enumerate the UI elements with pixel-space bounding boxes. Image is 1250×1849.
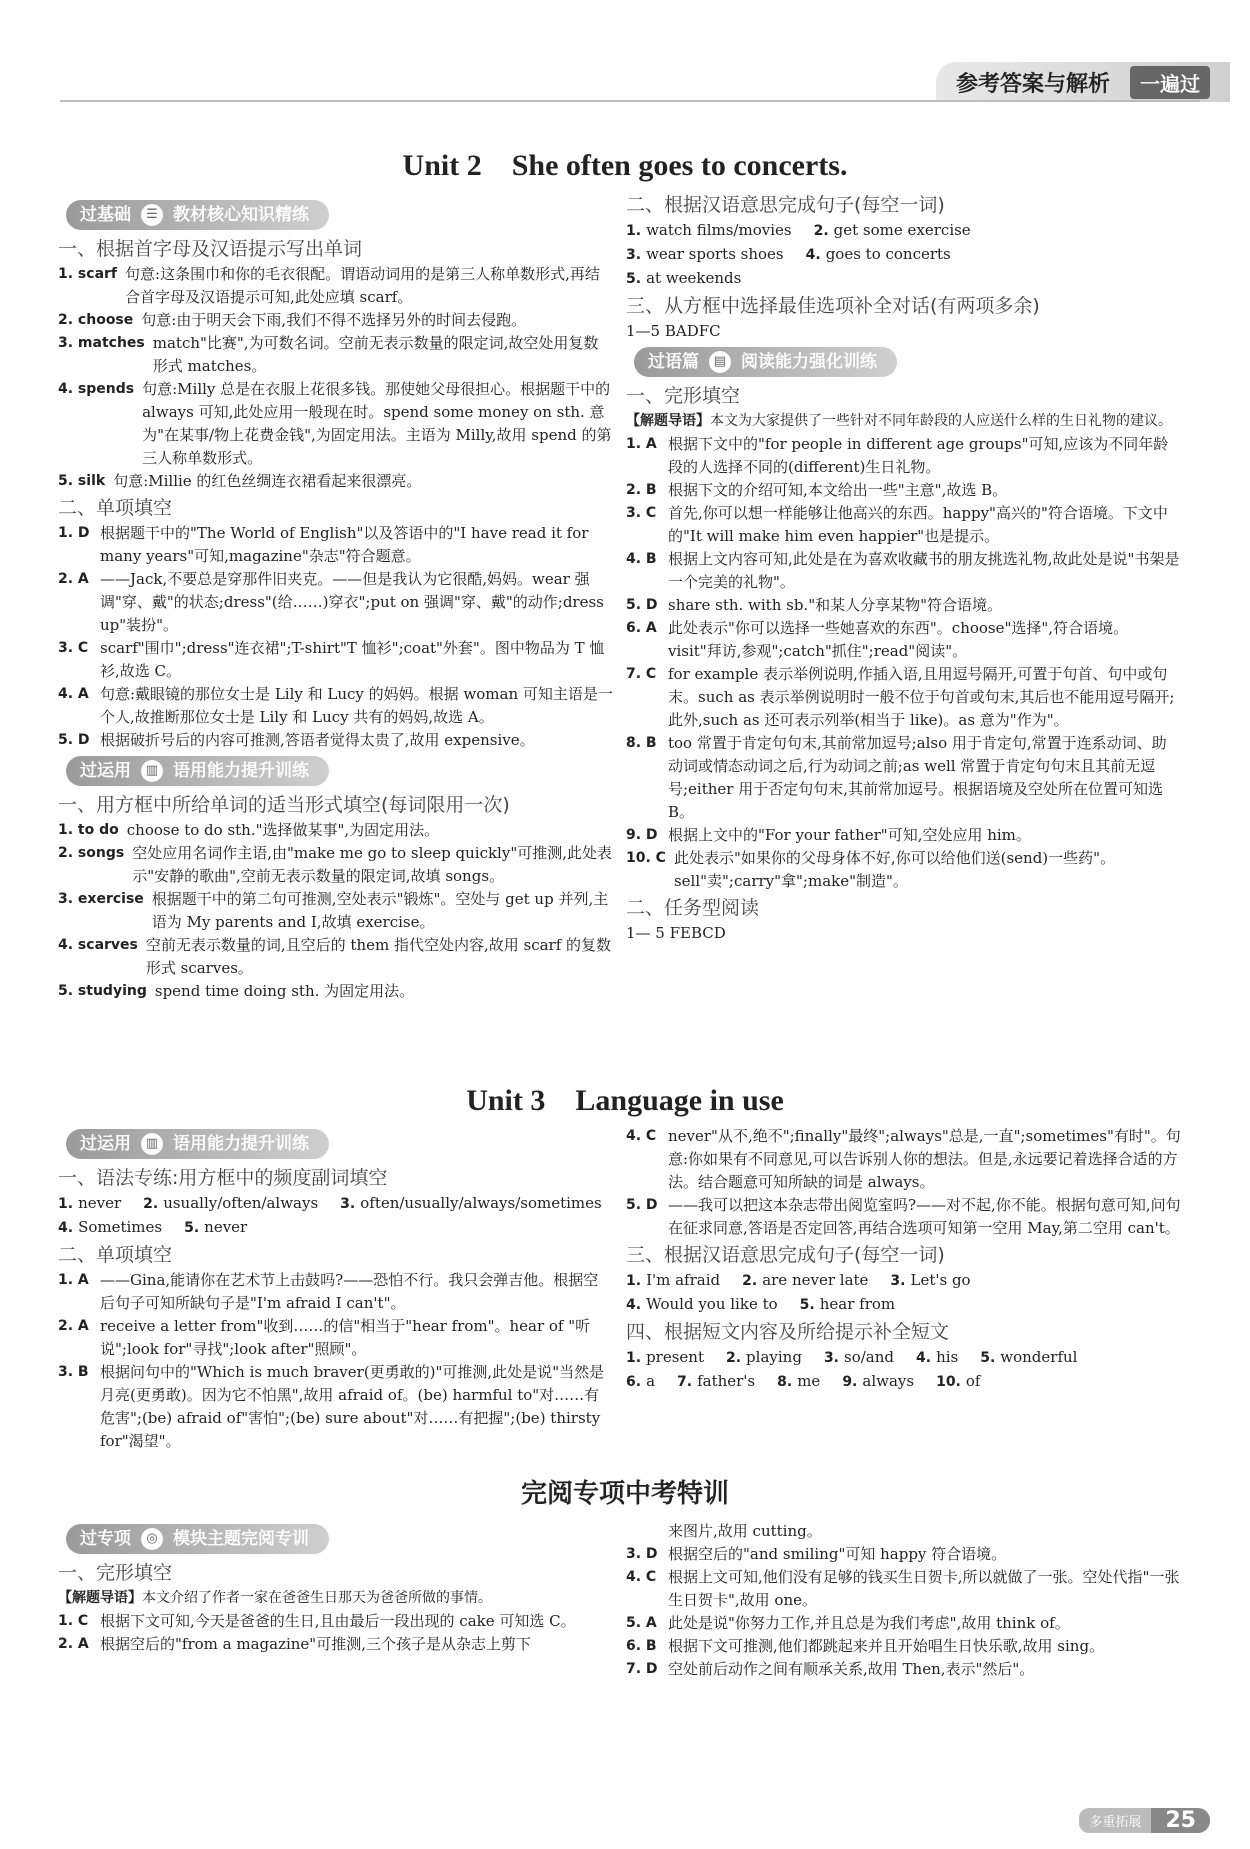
answer-number: 4.: [626, 1297, 642, 1313]
answer-number: 4. scarves: [58, 937, 138, 953]
answer-row: [58, 1216, 613, 1240]
section-title: 三、根据汉语意思完成句子(每空一词): [626, 1244, 945, 1266]
answer-number: 10. C: [626, 850, 666, 866]
answer-number: 9. D: [626, 827, 658, 843]
answer-text: never: [78, 1194, 122, 1212]
answer-number: 10.: [936, 1374, 961, 1390]
answer-list: [58, 1610, 613, 1656]
answer-number: 4.: [58, 1220, 74, 1236]
guide-text: 本文为大家提供了一些针对不同年龄段的人应送什么样的生日礼物的建议。: [710, 413, 1172, 429]
answer-grid: [626, 219, 1181, 291]
band-label: 过专项: [80, 1528, 131, 1549]
answer-number: 8. B: [626, 735, 657, 751]
answer-item: [626, 732, 1181, 824]
answer-item: [58, 1269, 613, 1315]
band-label: 过运用: [80, 760, 131, 781]
answer-number: 7. D: [626, 1661, 658, 1677]
answer-item: [58, 1633, 613, 1656]
band-label: 过基础: [80, 204, 131, 225]
answer-text: watch films/movies: [646, 221, 792, 239]
answer-list: [58, 1269, 613, 1453]
answer-text: playing: [746, 1348, 802, 1366]
header-rule: [60, 100, 1200, 102]
answer-number: 2. A: [58, 571, 89, 587]
answer-number: 6. B: [626, 1638, 657, 1654]
answer-text: 此处表示"如果你的父母身体不好,你可以给他们送(send)一些药"。sell"卖";carry"拿";make"制造"。: [673, 849, 1116, 890]
answer-text: for example 表示举例说明,作插入语,且用逗号隔开,可置于句首、句中或句末。such as 表示举例说明时一般不位于句首或句末,其后也不能用逗号隔开;此外,such as 还可表示列举(相当于 like)。as 意为"作为"。: [668, 665, 1175, 729]
answer-item: [58, 683, 613, 729]
answer-item: [58, 980, 613, 1003]
band-desc: 语用能力提升训练: [173, 760, 309, 781]
answer-number: 4. C: [626, 1569, 657, 1585]
answer-item: [58, 568, 613, 637]
answer-number: 5. D: [58, 732, 90, 748]
answer-number: 2.: [742, 1273, 758, 1289]
special-left-column: [58, 1520, 613, 1656]
answer-number: 5. D: [626, 1197, 658, 1213]
clipboard-icon: ☰: [141, 204, 163, 226]
answer-number: 1.: [626, 223, 642, 239]
answer-text: 根据问句中的"Which is much braver(更勇敢的)"可推测,此处是说"当然是月亮(更勇敢)。因为它不怕黑",故用 afraid of。(be) harmful to"对……有危害";(be) afraid of"害怕";(be) sure about"对……有把握";(be) thirsty for"渴望"。: [100, 1363, 605, 1450]
answer-number: 2.: [143, 1196, 159, 1212]
answer-number: 3.: [823, 1350, 839, 1366]
answer-number: 4. spends: [58, 381, 135, 397]
answer-text: 句意:Millie 的红色丝绸连衣裙看起来很漂亮。: [113, 472, 422, 490]
answer-number: 3.: [890, 1273, 906, 1289]
answer-text: often/usually/always/sometimes: [360, 1194, 602, 1212]
answer-item: [58, 1610, 613, 1633]
answer-text: 此处是说"你努力工作,并且总是为我们考虑",故用 think of。: [668, 1614, 1070, 1632]
answer-number: 3.: [626, 247, 642, 263]
answer-item: [626, 479, 1181, 502]
unit3-right-column: [626, 1125, 1181, 1394]
unit2-right-column: [626, 190, 1181, 945]
answer-number: 5. silk: [58, 473, 106, 489]
section-title: 二、任务型阅读: [626, 897, 760, 919]
answer-text: scarf"围巾";dress"连衣裙";T-shirt"T 恤衫";coat"外套"。图中物品为 T 恤衫,故选 C。: [100, 639, 605, 680]
answer-text: 句意:戴眼镜的那位女士是 Lily 和 Lucy 的妈妈。根据 woman 可知主语是一个人,故推断那位女士是 Lily 和 Lucy 共有的妈妈,故选 A。: [100, 685, 613, 726]
answer-item: [626, 1658, 1181, 1681]
special-right-column: [626, 1520, 1181, 1681]
guide-note: [58, 1587, 613, 1610]
answer-text: too 常置于肯定句句末,其前常加逗号;also 用于肯定句,常置于连系动词、助动词或情态动词之后,行为动词之前;as well 常置于肯定句句末且其前无逗号;either 用于否定句句末,其前常加逗号。根据语境及空处所在位置可知选 B。: [668, 734, 1167, 821]
answer-number: 3. exercise: [58, 891, 144, 907]
band-basic: [66, 200, 329, 230]
answer-number: 4.: [805, 247, 821, 263]
answer-item: [58, 888, 613, 934]
answer-number: 7.: [677, 1374, 693, 1390]
answer-item: [58, 522, 613, 568]
answer-text: so/and: [844, 1348, 894, 1366]
answer-number: 6. A: [626, 620, 657, 636]
answer-item: [58, 263, 613, 309]
answer-grid: [626, 1346, 1181, 1394]
answer-text: 句意:Milly 总是在衣服上花很多钱。那使她父母很担心。根据题干中的 always 可知,此处应用一般现在时。spend some money on sth. 意为"在某事/物上花费金钱",为固定用法。主语为 Milly,故用 spend 的第三人称单数形式。: [142, 380, 612, 467]
answer-text: I'm afraid: [646, 1271, 721, 1289]
special-title: 完阅专项中考特训: [520, 1479, 729, 1509]
band-label: 过运用: [80, 1133, 131, 1154]
answer-text: Sometimes: [78, 1218, 163, 1236]
answer-grid: [58, 1192, 613, 1240]
answer-text: ——Gina,能请你在艺术节上击鼓吗?——恐怕不行。我只会弹吉他。根据空后句子可知所缺句子是"I'm afraid I can't"。: [100, 1271, 599, 1312]
answer-text: choose to do sth."选择做某事",为固定用法。: [126, 821, 440, 839]
answer-line: 1— 5 FEBCD: [626, 924, 726, 942]
answer-item: [626, 548, 1181, 594]
answer-text: 空处应用名词作主语,由"make me go to sleep quickly"可推测,此处表示"安静的歌曲",空前无表示数量的限定词,故填 songs。: [132, 844, 612, 885]
answer-number: 2. A: [58, 1636, 89, 1652]
answer-text: 根据下文的介绍可知,本文给出一些"主意",故选 B。: [668, 481, 1008, 499]
answer-text: never"从不,绝不";finally"最终";always"总是,一直";sometimes"有时"。句意:你如果有不同意见,可以告诉别人你的想法。但是,永远要记着选择合适的方法。结合题意可知所缺的词是 always。: [668, 1127, 1181, 1191]
answer-number: 1.: [626, 1350, 642, 1366]
answer-row: [626, 1293, 1181, 1317]
section-title: 三、从方框中选择最佳选项补全对话(有两项多余): [626, 295, 1040, 317]
answer-text: Let's go: [910, 1271, 971, 1289]
answer-number: 1. A: [58, 1272, 89, 1288]
answer-text: are never late: [762, 1271, 869, 1289]
answer-row: [626, 1370, 1181, 1394]
answer-text: 根据空后的"and smiling"可知 happy 符合语境。: [668, 1545, 1007, 1563]
header-logo: 一遍过: [1130, 66, 1210, 99]
answer-text: goes to concerts: [825, 245, 951, 263]
answer-list: [626, 433, 1181, 893]
band-usage: [66, 756, 329, 786]
answer-text: 首先,你可以想一样能够让他高兴的东西。happy"高兴的"符合语境。下文中的"It will make him even happier"也是提示。: [668, 504, 1168, 545]
guide-note: [626, 410, 1181, 433]
answer-number: 2. B: [626, 482, 657, 498]
answer-text: always: [862, 1372, 915, 1390]
answer-number: 9.: [842, 1374, 858, 1390]
section-title: 四、根据短文内容及所给提示补全短文: [626, 1321, 950, 1343]
guide-text: 本文介绍了作者一家在爸爸生日那天为爸爸所做的事情。: [142, 1590, 492, 1606]
answer-text: father's: [697, 1372, 756, 1390]
guide-label: 【解题导语】: [58, 1590, 142, 1606]
answer-number: 2. songs: [58, 845, 125, 861]
answer-number: 3. D: [626, 1546, 658, 1562]
answer-text: 根据下文中的"for people in different age groups"可知,应该为不同年龄段的人选择不同的(different)生日礼物。: [668, 435, 1169, 476]
answer-number: 6.: [626, 1374, 642, 1390]
answer-number: 1.: [58, 1196, 74, 1212]
answer-text: usually/often/always: [163, 1194, 319, 1212]
answer-text: 根据上文中的"For your father"可知,空处应用 him。: [668, 826, 1031, 844]
section-title: 二、单项填空: [58, 1244, 173, 1266]
answer-text: 句意:这条围巾和你的毛衣很配。谓语动词用的是第三人称单数形式,再结合首字母及汉语提示可知,此处应填 scarf。: [125, 265, 600, 306]
answer-item: [58, 1361, 613, 1453]
band-desc: 模块主题完阅专训: [173, 1528, 309, 1549]
answer-grid: [626, 1269, 1181, 1317]
answer-item: [626, 617, 1181, 663]
continued-text: 来图片,故用 cutting。: [668, 1522, 822, 1540]
unit3-title: Unit 3 Language in use: [466, 1084, 784, 1117]
unit3-left-column: [58, 1125, 613, 1453]
section-title: 二、根据汉语意思完成句子(每空一词): [626, 194, 945, 216]
answer-text: 根据空后的"from a magazine"可推测,三个孩子是从杂志上剪下: [100, 1635, 531, 1653]
answer-number: 4. A: [58, 686, 89, 702]
answer-number: 1. scarf: [58, 266, 118, 282]
answer-text: 根据题干中的第二句可推测,空处表示"锻炼"。空处与 get up 并列,主语为 My parents and I,故填 exercise。: [151, 890, 609, 931]
bar-chart-icon: ▥: [141, 760, 163, 782]
answer-text: 根据下文可知,今天是爸爸的生日,且由最后一段出现的 cake 可知选 C。: [100, 1612, 576, 1630]
answer-item: [626, 1194, 1181, 1240]
answer-number: 4.: [916, 1350, 932, 1366]
answer-number: 1.: [626, 1273, 642, 1289]
band-special: [66, 1524, 329, 1554]
answer-number: 1. D: [58, 525, 90, 541]
answer-text: 根据上文可知,他们没有足够的钱买生日贺卡,所以就做了一张。空处代指"一张生日贺卡",故用 one。: [668, 1568, 1180, 1609]
section-title: 一、用方框中所给单词的适当形式填空(每词限用一次): [58, 794, 510, 816]
answer-item: [58, 332, 613, 378]
answer-item: [58, 470, 613, 493]
answer-text: 空前无表示数量的词,且空后的 them 指代空处内容,故用 scarf 的复数形式 scarves。: [145, 936, 612, 977]
answer-text: 根据下文可推测,他们都跳起来并且开始唱生日快乐歌,故用 sing。: [668, 1637, 1105, 1655]
answer-item: [626, 1543, 1181, 1566]
answer-text: 根据题干中的"The World of English"以及答语中的"I have read it for many years"可知,magazine"杂志"符合题意。: [100, 524, 589, 565]
answer-text: ——Jack,不要总是穿那件旧夹克。——但是我认为它很酷,妈妈。wear 强调"穿、戴"的状态;dress"(给……)穿衣";put on 强调"穿、戴"的动作;dress up"装扮"。: [100, 570, 604, 634]
answer-text: of: [965, 1372, 981, 1390]
answer-row: [626, 243, 1181, 267]
guide-label: 【解题导语】: [626, 413, 710, 429]
answer-text: get some exercise: [833, 221, 971, 239]
bar-chart-icon: ▥: [141, 1133, 163, 1155]
answer-text: his: [936, 1348, 959, 1366]
answer-item: [58, 637, 613, 683]
answer-text: receive a letter from"收到……的信"相当于"hear from"。hear of "听说";look for"寻找";look after"照顾"。: [100, 1317, 591, 1358]
answer-item: [626, 1612, 1181, 1635]
section-title: 二、单项填空: [58, 497, 173, 519]
answer-number: 2. A: [58, 1318, 89, 1334]
answer-item: [626, 1566, 1181, 1612]
answer-number: 2.: [813, 223, 829, 239]
answer-text: hear from: [819, 1295, 896, 1313]
answer-number: 1. A: [626, 436, 657, 452]
answer-row: [626, 1346, 1181, 1370]
answer-text: a: [646, 1372, 656, 1390]
answer-number: 3.: [340, 1196, 356, 1212]
answer-item: [626, 433, 1181, 479]
answer-item: [58, 842, 613, 888]
answer-text: never: [204, 1218, 248, 1236]
header-title: 参考答案与解析: [955, 71, 1110, 97]
answer-list: [626, 1543, 1181, 1681]
answer-row: [626, 1269, 1181, 1293]
footer-more: 多重拓展: [1079, 1808, 1151, 1833]
answer-number: 4. B: [626, 551, 657, 567]
band-usage: [66, 1129, 329, 1159]
section-title: 一、完形填空: [626, 385, 741, 407]
answer-item: [58, 729, 613, 752]
section-title: 一、语法专练:用方框中的频度副词填空: [58, 1167, 388, 1189]
answer-item: [626, 847, 1181, 893]
answer-list: [58, 522, 613, 752]
answer-number: 5.: [799, 1297, 815, 1313]
answer-number: 4. C: [626, 1128, 657, 1144]
page-number-badge: [1079, 1808, 1210, 1833]
unit2-left-column: [58, 196, 613, 1003]
answer-text: me: [797, 1372, 821, 1390]
target-icon: ◎: [141, 1528, 163, 1550]
answer-text: present: [646, 1348, 704, 1366]
answer-text: 根据破折号后的内容可推测,答语者觉得太贵了,故用 expensive。: [100, 731, 535, 749]
answer-item: [626, 502, 1181, 548]
answer-number: 1. C: [58, 1613, 89, 1629]
answer-number: 2.: [725, 1350, 742, 1366]
header-tab: [936, 62, 1230, 102]
band-desc: 阅读能力强化训练: [741, 351, 877, 372]
answer-item: [58, 819, 613, 842]
book-icon: ▤: [709, 351, 731, 373]
answer-list: [58, 819, 613, 1003]
answer-line: 1—5 BADFC: [626, 322, 721, 340]
answer-item: [626, 594, 1181, 617]
answer-item: [626, 824, 1181, 847]
answer-row: [58, 1192, 613, 1216]
answer-text: at weekends: [646, 269, 742, 287]
answer-item: [58, 378, 613, 470]
answer-number: 5. A: [626, 1615, 657, 1631]
answer-item: [58, 1315, 613, 1361]
answer-item: [58, 934, 613, 980]
answer-number: 5.: [980, 1350, 996, 1366]
answer-text: ——我可以把这本杂志带出阅览室吗?——对不起,你不能。根据句意可知,问句在征求同意,答语是否定回答,再结合选项可知第一空用 May,第二空用 can't。: [668, 1196, 1181, 1237]
answer-text: 空处前后动作之间有顺承关系,故用 Then,表示"然后"。: [668, 1660, 1035, 1678]
answer-number: 2. choose: [58, 312, 134, 328]
answer-list: [626, 1125, 1181, 1240]
answer-number: 8.: [777, 1374, 793, 1390]
band-desc: 教材核心知识精练: [173, 204, 309, 225]
answer-text: wonderful: [1000, 1348, 1078, 1366]
band-label: 过语篇: [648, 351, 699, 372]
answer-number: 7. C: [626, 666, 657, 682]
answer-text: wear sports shoes: [646, 245, 784, 263]
answer-text: 此处表示"你可以选择一些她喜欢的东西"。choose"选择",符合语境。visit"拜访,参观";catch"抓住";read"阅读"。: [668, 619, 1129, 660]
unit2-title: Unit 2 She often goes to concerts.: [402, 149, 848, 182]
band-reading: [634, 347, 897, 377]
answer-number: 5. studying: [58, 983, 147, 999]
answer-number: 5. D: [626, 597, 658, 613]
answer-number: 3. C: [58, 640, 89, 656]
band-desc: 语用能力提升训练: [173, 1133, 309, 1154]
answer-number: 5.: [184, 1220, 200, 1236]
answer-number: 5.: [626, 271, 642, 287]
answer-row: [626, 267, 1181, 291]
answer-item: [626, 663, 1181, 732]
page-number: 25: [1151, 1808, 1210, 1833]
answer-text: share sth. with sb."和某人分享某物"符合语境。: [668, 596, 1003, 614]
answer-text: Would you like to: [646, 1295, 778, 1313]
answer-number: 3. B: [58, 1364, 89, 1380]
answer-item: [58, 309, 613, 332]
answer-row: [626, 219, 1181, 243]
answer-number: 3. matches: [58, 335, 145, 351]
answer-item: [626, 1635, 1181, 1658]
answer-text: 句意:由于明天会下雨,我们不得不选择另外的时间去侵跑。: [141, 311, 527, 329]
section-title: 一、根据首字母及汉语提示写出单词: [58, 238, 363, 260]
answer-text: spend time doing sth. 为固定用法。: [154, 982, 415, 1000]
answer-text: match"比赛",为可数名词。空前无表示数量的限定词,故空处用复数形式 matches。: [152, 334, 599, 375]
answer-number: 1. to do: [58, 822, 119, 838]
section-title: 一、完形填空: [58, 1562, 173, 1584]
answer-list: [58, 263, 613, 493]
answer-number: 3. C: [626, 505, 657, 521]
answer-text: 根据上文内容可知,此处是在为喜欢收藏书的朋友挑选礼物,故此处是说"书架是一个完美的礼物"。: [668, 550, 1180, 591]
answer-item: [626, 1125, 1181, 1194]
